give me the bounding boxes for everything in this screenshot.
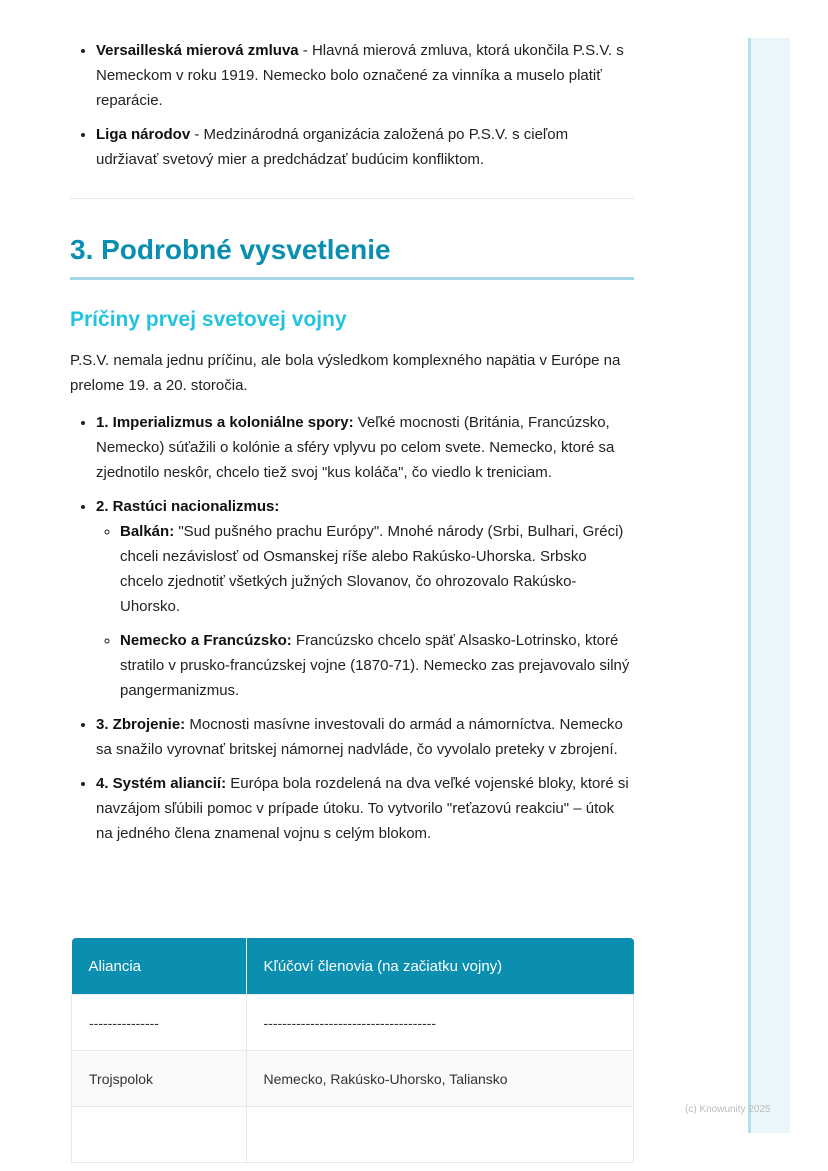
divider xyxy=(70,198,634,199)
section-title: 3. Podrobné vysvetlenie xyxy=(70,233,634,280)
list-item: • Versailleská mierová zmluva - Hlavná mierová zmluva, ktorá ukončila P.S.V. s Nemeckom v roku 1919. Nemecko bolo označené za vinníka a muselo platiť reparácie. xyxy=(96,38,634,113)
list-item: • 1. Imperializmus a koloniálne spory: Veľké mocnosti (Británia, Francúzsko, Nemecko) súťažili o kolónie a sféry vplyvu po celom svete. Nemecko, ktoré sa zjednotilo neskôr, chcelo tiež svoj "kus koláča", čo viedlo k treniciam. xyxy=(96,410,634,485)
table-row xyxy=(72,1107,634,1163)
list-item: • 3. Zbrojenie: Mocnosti masívne investovali do armád a námorníctva. Nemecko sa snažilo vyrovnať britskej námornej nadvláde, čo vyvolalo preteky v zbrojení. xyxy=(96,712,634,762)
intro-paragraph: P.S.V. nemala jednu príčinu, ale bola výsledkom komplexného napätia v Európe na prelome 19. a 20. storočia. xyxy=(70,352,621,394)
table-header: Aliancia xyxy=(72,938,247,995)
copyright: (c) Knowunity 2025 xyxy=(685,1104,771,1115)
subsection-title: Príčiny prvej svetovej vojny xyxy=(70,308,347,331)
table-row: --------------- ------------------------------------- xyxy=(72,995,634,1051)
list-item: • Liga národov - Medzinárodná organizácia založená po P.S.V. s cieľom udržiavať svetový mier a predchádzať budúcim konfliktom. xyxy=(96,122,634,172)
table-row: Trojspolok Nemecko, Rakúsko-Uhorsko, Taliansko xyxy=(72,1051,634,1107)
alliances-table xyxy=(71,938,634,1163)
list-item: • 2. Rastúci nacionalizmus: ◦ Balkán: "Sud pušného prachu Európy". Mnohé národy (Srbi, Bulhari, Gréci) chceli nezávislosť od Osmanskej ríše alebo Rakúsko-Uhorska. Srbsko chcelo zjednotiť všetkých južných Slovanov, čo ohrozovalo Rakúsko-Uhorsko. ◦ Nemecko a Francúzsko: Francúzsko chcelo späť Alsasko-Lotrinsko, ktoré stratilo v prusko-francúzskej vojne (1870-71). Nemecko zas prejavovalo silný pangermanizmus. xyxy=(96,494,634,703)
sub-list xyxy=(96,519,634,703)
list-item: ◦ Balkán: "Sud pušného prachu Európy". Mnohé národy (Srbi, Bulhari, Gréci) chceli nezávislosť od Osmanskej ríše alebo Rakúsko-Uhorska. Srbsko chcelo zjednotiť všetkých južných Slovanov, čo ohrozovalo Rakúsko-Uhorsko. xyxy=(120,519,634,619)
list-item: ◦ Nemecko a Francúzsko: Francúzsko chcelo späť Alsasko-Lotrinsko, ktoré stratilo v prusko-francúzskej vojne (1870-71). Nemecko zas prejavovalo silný pangermanizmus. xyxy=(120,628,634,703)
definitions-list xyxy=(70,38,634,172)
causes-list xyxy=(70,410,634,846)
document-content xyxy=(70,38,634,855)
list-item: • 4. Systém aliancií: Európa bola rozdelená na dva veľké vojenské bloky, ktoré si navzájom sľúbili pomoc v prípade útoku. To vytvorilo "reťazovú reakciu" – útok na jedného člena znamenal vojnu s celým blokom. xyxy=(96,771,634,846)
side-panel xyxy=(748,38,790,1133)
table-header: Kľúčoví členovia (na začiatku vojny) xyxy=(246,938,634,995)
